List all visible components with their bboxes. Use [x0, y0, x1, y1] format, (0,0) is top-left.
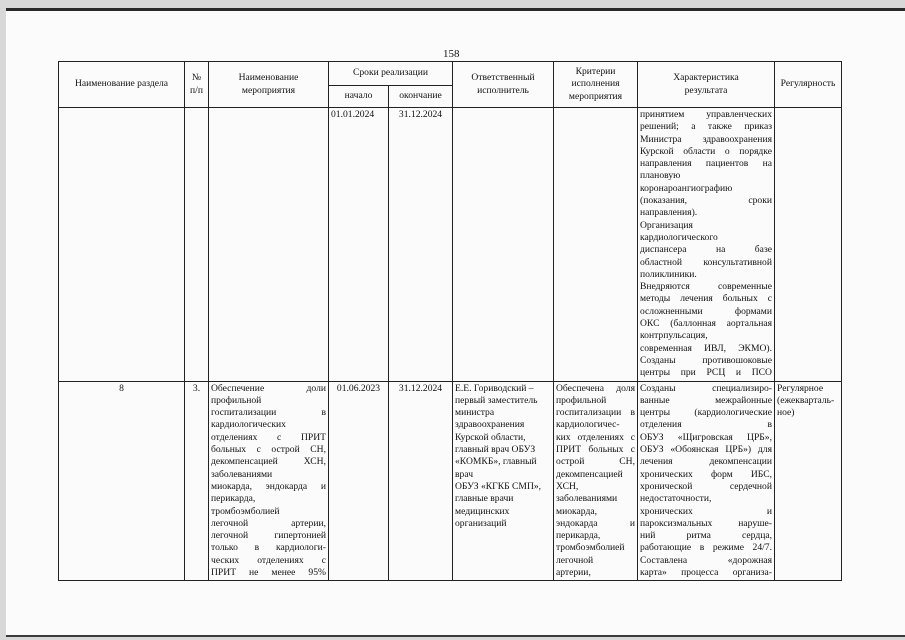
header-result: Характеристика результата — [638, 62, 775, 108]
cell-line: кардиологического — [640, 231, 718, 243]
row2-result — [638, 381, 775, 581]
header-criteria: Критерии исполнения мероприятия — [554, 62, 638, 108]
header-regularity: Регулярность — [775, 62, 842, 108]
cell-line: ОБУЗ «Щигровская ЦРБ», — [640, 431, 772, 443]
cell-line: Е.Е. Гориводский – — [455, 382, 534, 394]
cell-line: Организация — [640, 219, 693, 231]
row1-section — [59, 108, 185, 382]
cell-line: легочной артерии, — [211, 517, 326, 529]
cell-line: ХСН, — [556, 480, 579, 492]
cell-line: только в кардиологи- — [211, 542, 326, 554]
header-executor: Ответственный исполнитель — [453, 62, 554, 108]
cell-line: врач — [455, 468, 474, 480]
cell-line: диспансера на базе — [640, 244, 772, 256]
row1-criteria — [554, 108, 638, 382]
cell-line: больных с острой СН, — [211, 444, 326, 456]
cell-line: госпитализации в — [211, 407, 326, 419]
cell-line: декомпенсацией ХСН, — [211, 456, 326, 468]
cell-line: Курской области о порядке — [640, 145, 772, 157]
header-number: № п/п — [185, 62, 209, 108]
cell-line: осложненными формами — [640, 305, 772, 317]
cell-line: заболеваниями — [211, 468, 273, 480]
row1-result — [638, 108, 775, 382]
cell-line: главный врач ОБУЗ — [455, 444, 536, 456]
cell-line: хронической сердечной — [640, 480, 772, 492]
cell-line: тромбоэмболией — [211, 505, 280, 517]
cell-line: госпитализации в — [556, 407, 635, 419]
cell-line: пароксизмальных наруше- — [640, 517, 772, 529]
cell-line: центры при РСЦ и ПСО — [640, 367, 772, 379]
row1-number — [185, 108, 209, 382]
cell-line: ОБУЗ «Обоянская ЦРБ») для — [640, 444, 772, 456]
cell-line: перикарда, — [211, 493, 256, 505]
cell-line: кардиологических — [211, 419, 286, 431]
cell-line: коронароангиографию — [640, 182, 733, 194]
cell-line: ОКС (баллонная аортальная — [640, 318, 772, 330]
cell-line: принятием управленческих — [640, 109, 772, 120]
cell-line: ное) — [777, 407, 795, 419]
cell-line: методы лечения больных с — [640, 293, 772, 305]
row2-end: 31.12.2024 — [389, 381, 453, 581]
cell-line: Министра здравоохранения — [640, 133, 772, 145]
cell-line: декомпенсацией — [556, 468, 623, 480]
cell-line: недостаточности, — [640, 493, 712, 505]
cell-line: лечения декомпенсации — [640, 456, 772, 468]
cell-line: Составлена «дорожная — [640, 554, 772, 566]
cell-line: первый заместитель — [455, 394, 538, 406]
header-end: окончание — [389, 86, 453, 108]
page-number: 158 — [443, 48, 460, 60]
row2-regularity — [775, 381, 842, 581]
cell-line: ких отделениях с — [556, 431, 635, 443]
header-start: начало — [329, 86, 389, 108]
cell-line: ний ритма сердца, — [640, 530, 772, 542]
cell-line: ПРИТ больных с — [556, 444, 635, 456]
document-page — [6, 8, 905, 637]
cell-line: хронических и — [640, 505, 772, 517]
cell-line: артерии, — [556, 566, 591, 578]
cell-line: перикарда, — [556, 530, 601, 542]
row2-executor — [453, 381, 554, 581]
row1-start: 01.01.2024 — [329, 108, 389, 382]
cell-line: (показания, сроки — [640, 195, 772, 207]
cell-line: современная ИВЛ, ЭКМО). — [640, 342, 772, 354]
cell-line: Обеспечена доля — [556, 382, 635, 394]
cell-line: (ежекварталь- — [777, 394, 835, 406]
row1-end: 31.12.2024 — [389, 108, 453, 382]
table-row — [59, 108, 842, 382]
cell-line: «КОМКБ», главный — [455, 456, 537, 468]
cell-line: отделениях с ПРИТ — [211, 431, 326, 443]
cell-line: эндокарда и — [556, 517, 635, 529]
cell-line: направления пациентов на — [640, 158, 772, 170]
cell-line: здравоохранения — [455, 419, 525, 431]
cell-line: ванные межрайонные — [640, 394, 772, 406]
plan-table — [58, 61, 842, 581]
cell-line: ПРИТ не менее 95% — [211, 566, 326, 578]
header-deadlines: Сроки реализации — [329, 62, 453, 86]
cell-line: острой СН, — [556, 456, 635, 468]
row2-number: 3. — [185, 381, 209, 581]
cell-line: Обеспечение доли — [211, 382, 326, 394]
cell-line: Внедряются современные — [640, 281, 772, 293]
cell-line: кардиологичес- — [556, 419, 620, 431]
row2-section: 8 — [59, 381, 185, 581]
cell-line: Созданы противошоковые — [640, 354, 772, 366]
cell-line: отделения в — [640, 419, 772, 431]
cell-line: центры (кардиологические — [640, 407, 772, 419]
cell-line: профильной — [211, 394, 262, 406]
cell-line: решений; а также приказ — [640, 121, 772, 133]
cell-line: Созданы специализиро- — [640, 382, 772, 394]
cell-line: тромбоэмболией — [556, 542, 625, 554]
header-event-name: Наименование мероприятия — [209, 62, 329, 108]
cell-line: миокарда, эндокарда и — [211, 480, 326, 492]
row2-event — [209, 381, 329, 581]
cell-line: миокарда, — [556, 505, 597, 517]
cell-line: карта» процесса организа- — [640, 566, 772, 578]
cell-line: министра — [455, 407, 495, 419]
cell-line: направления). — [640, 207, 698, 219]
row2-criteria — [554, 381, 638, 581]
row2-start: 01.06.2023 — [329, 381, 389, 581]
cell-line: плановую — [640, 170, 681, 182]
cell-line: хронических форм ИБС, — [640, 468, 772, 480]
cell-line: работающие в режиме 24/7. — [640, 542, 772, 554]
cell-line: поликлиники. — [640, 268, 697, 280]
header-section-name: Наименование раздела — [59, 62, 185, 108]
row1-executor — [453, 108, 554, 382]
row1-event — [209, 108, 329, 382]
table-row — [59, 381, 842, 581]
cell-line: заболеваниями — [556, 493, 618, 505]
cell-line: Курской области, — [455, 431, 526, 443]
cell-line: Регулярное — [777, 382, 824, 394]
cell-line: легочной — [556, 554, 594, 566]
cell-line: ческих отделениях с — [211, 554, 326, 566]
header-row — [59, 62, 842, 86]
row1-regularity — [775, 108, 842, 382]
cell-line: ОБУЗ «КГКБ СМП», — [455, 480, 542, 492]
cell-line: медицинских — [455, 505, 510, 517]
cell-line: главные врачи — [455, 493, 514, 505]
cell-line: профильной — [556, 394, 607, 406]
cell-line: областной консультативной — [640, 256, 772, 268]
cell-line: организаций — [455, 517, 507, 529]
cell-line: контрпульсация, — [640, 330, 708, 342]
cell-line: легочной гипертонией — [211, 530, 326, 542]
